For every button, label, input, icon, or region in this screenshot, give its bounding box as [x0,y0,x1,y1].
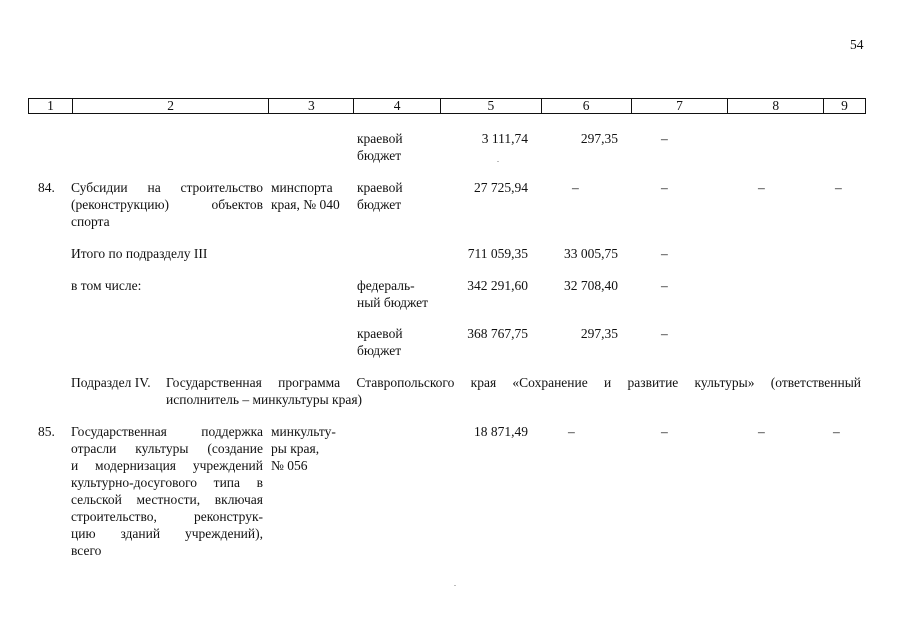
amount-col6: 32 708,40 [564,278,618,293]
item-name-line: цию зданий учреждений), [71,526,263,541]
source-line: краевой [357,131,403,146]
header-col-5: 5 [441,99,542,113]
scan-speck [454,585,456,586]
source-line: бюджет [357,197,402,212]
amount-col5: 368 767,75 [467,326,528,341]
dash-col7: – [661,278,668,293]
dash-col7: – [661,326,668,341]
dash-col7: – [661,424,668,439]
amount-col5: 711 059,35 [467,246,528,261]
item-name-line: строительство, реконструк- [71,509,263,524]
dash-col7: – [661,180,668,195]
dash-col7: – [661,246,668,261]
page-number: 54 [850,37,864,52]
amount-col6: 297,35 [580,131,618,146]
source-line: федераль- [357,278,415,293]
item-name-line: Субсидии на строительство [71,180,263,195]
row-number: 85. [38,424,55,439]
dash-col9: – [833,424,840,439]
amount-col5: 27 725,94 [474,180,528,195]
header-col-9: 9 [841,98,848,113]
item-name-line: спорта [71,214,110,229]
executor-line: ры края, [271,441,320,456]
source-line: краевой [357,326,403,341]
dash-col6: – [572,180,579,195]
executor-line: минкульту- [271,424,336,439]
including-label: в том числе: [71,278,142,293]
amount-col5: 3 111,74 [481,131,528,146]
dash-col9: – [835,180,842,195]
item-name-line: Государственная поддержка [71,424,263,439]
executor-line: № 056 [271,458,308,473]
dash-col8: – [758,180,765,195]
executor-line: минспорта [271,180,333,195]
item-name-line: отрасли культуры (создание [71,441,263,456]
scan-speck [497,161,499,162]
subsection-prefix: Подраздел IV. [71,375,151,390]
header-col-2: 2 [73,99,270,113]
amount-col6: 33 005,75 [564,246,618,261]
source-line: ный бюджет [357,295,429,310]
source-line: краевой [357,180,403,195]
amount-col5: 18 871,49 [474,424,528,439]
dash-col6: – [568,424,575,439]
item-name-line: всего [71,543,102,558]
item-name-line: сельской местности, включая [71,492,263,507]
column-number-header [28,98,866,114]
source-line: бюджет [357,343,402,358]
item-name-line: (реконструкцию) объектов [71,197,263,212]
header-col-3: 3 [269,99,354,113]
item-name-line: и модернизация учреждений [71,458,263,473]
header-col-1: 1 [29,99,73,113]
dash-col7: – [661,131,668,146]
row-number: 84. [38,180,55,195]
subsection-title-line: исполнитель – минкультуры края) [166,392,363,407]
header-col-8: 8 [728,99,824,113]
amount-col6: 297,35 [580,326,618,341]
header-col-6: 6 [542,99,632,113]
amount-col5: 342 291,60 [467,278,528,293]
header-col-7: 7 [632,99,729,113]
source-line: бюджет [357,148,402,163]
item-name-line: культурно-досугового типа в [71,475,263,490]
total-label: Итого по подразделу III [71,246,208,261]
header-col-4: 4 [354,99,441,113]
subsection-title-line: Государственная программа Ставропольского края «Сохранение и развитие культуры» (ответственный [166,375,861,390]
executor-line: края, № 040 [271,197,340,212]
dash-col8: – [758,424,765,439]
